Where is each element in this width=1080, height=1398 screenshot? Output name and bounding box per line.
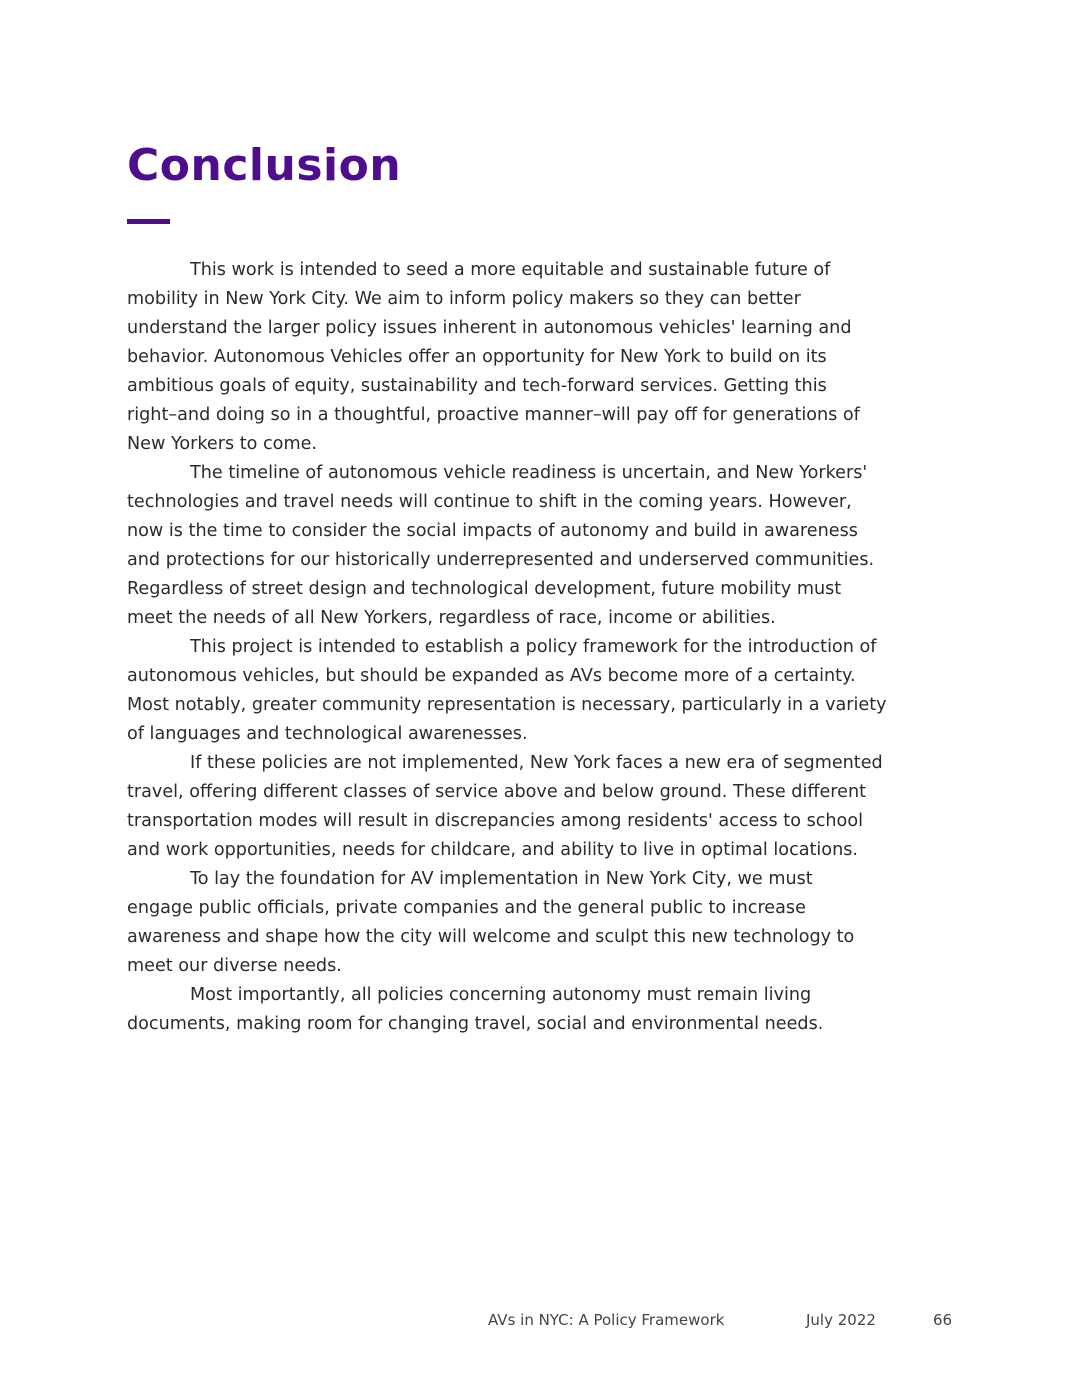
page-title: Conclusion [127,140,402,191]
text-line: technologies and travel needs will continue to shift in the coming years. However, [127,492,852,512]
text-line: The timeline of autonomous vehicle readiness is uncertain, and New Yorkers' [190,463,868,483]
text-line: awareness and shape how the city will welcome and sculpt this new technology to [127,927,855,947]
text-line: mobility in New York City. We aim to inform policy makers so they can better [127,289,801,309]
paragraph [127,633,957,749]
footer-date: July 2022 [806,1311,876,1329]
text-line: If these policies are not implemented, New York faces a new era of segmented [190,753,883,773]
text-line: Regardless of street design and technological development, future mobility must [127,579,842,599]
text-line: engage public officials, private companies and the general public to increase [127,898,806,918]
text-line: right–and doing so in a thoughtful, proactive manner–will pay off for generations of [127,405,860,425]
footer-document-title: AVs in NYC: A Policy Framework [488,1311,725,1329]
paragraph [127,459,957,633]
text-line: autonomous vehicles, but should be expanded as AVs become more of a certainty. [127,666,856,686]
paragraph [127,981,957,1039]
text-line: and work opportunities, needs for childcare, and ability to live in optimal locations. [127,840,858,860]
text-line: understand the larger policy issues inherent in autonomous vehicles' learning and [127,318,852,338]
text-line: To lay the foundation for AV implementation in New York City, we must [190,869,813,889]
text-line: travel, offering different classes of service above and below ground. These different [127,782,867,802]
text-line: of languages and technological awarenesses. [127,724,528,744]
text-line: behavior. Autonomous Vehicles offer an opportunity for New York to build on its [127,347,827,367]
text-line: meet our diverse needs. [127,956,342,976]
paragraph [127,865,957,981]
text-line: documents, making room for changing travel, social and environmental needs. [127,1014,824,1034]
text-line: ambitious goals of equity, sustainability and tech-forward services. Getting this [127,376,827,396]
text-line: and protections for our historically underrepresented and underserved communities. [127,550,875,570]
footer-page-number: 66 [933,1311,953,1329]
text-line: This work is intended to seed a more equitable and sustainable future of [190,260,831,280]
text-line: now is the time to consider the social impacts of autonomy and build in awareness [127,521,858,541]
text-line: Most notably, greater community representation is necessary, particularly in a variety [127,695,887,715]
text-line: New Yorkers to come. [127,434,317,454]
title-underline-divider [127,219,170,224]
text-line: This project is intended to establish a policy framework for the introduction of [190,637,877,657]
paragraph [127,749,957,865]
text-line: transportation modes will result in discrepancies among residents' access to school [127,811,863,831]
text-line: meet the needs of all New Yorkers, regardless of race, income or abilities. [127,608,776,628]
body-text [127,256,957,1039]
text-line: Most importantly, all policies concerning autonomy must remain living [190,985,812,1005]
paragraph [127,256,957,459]
